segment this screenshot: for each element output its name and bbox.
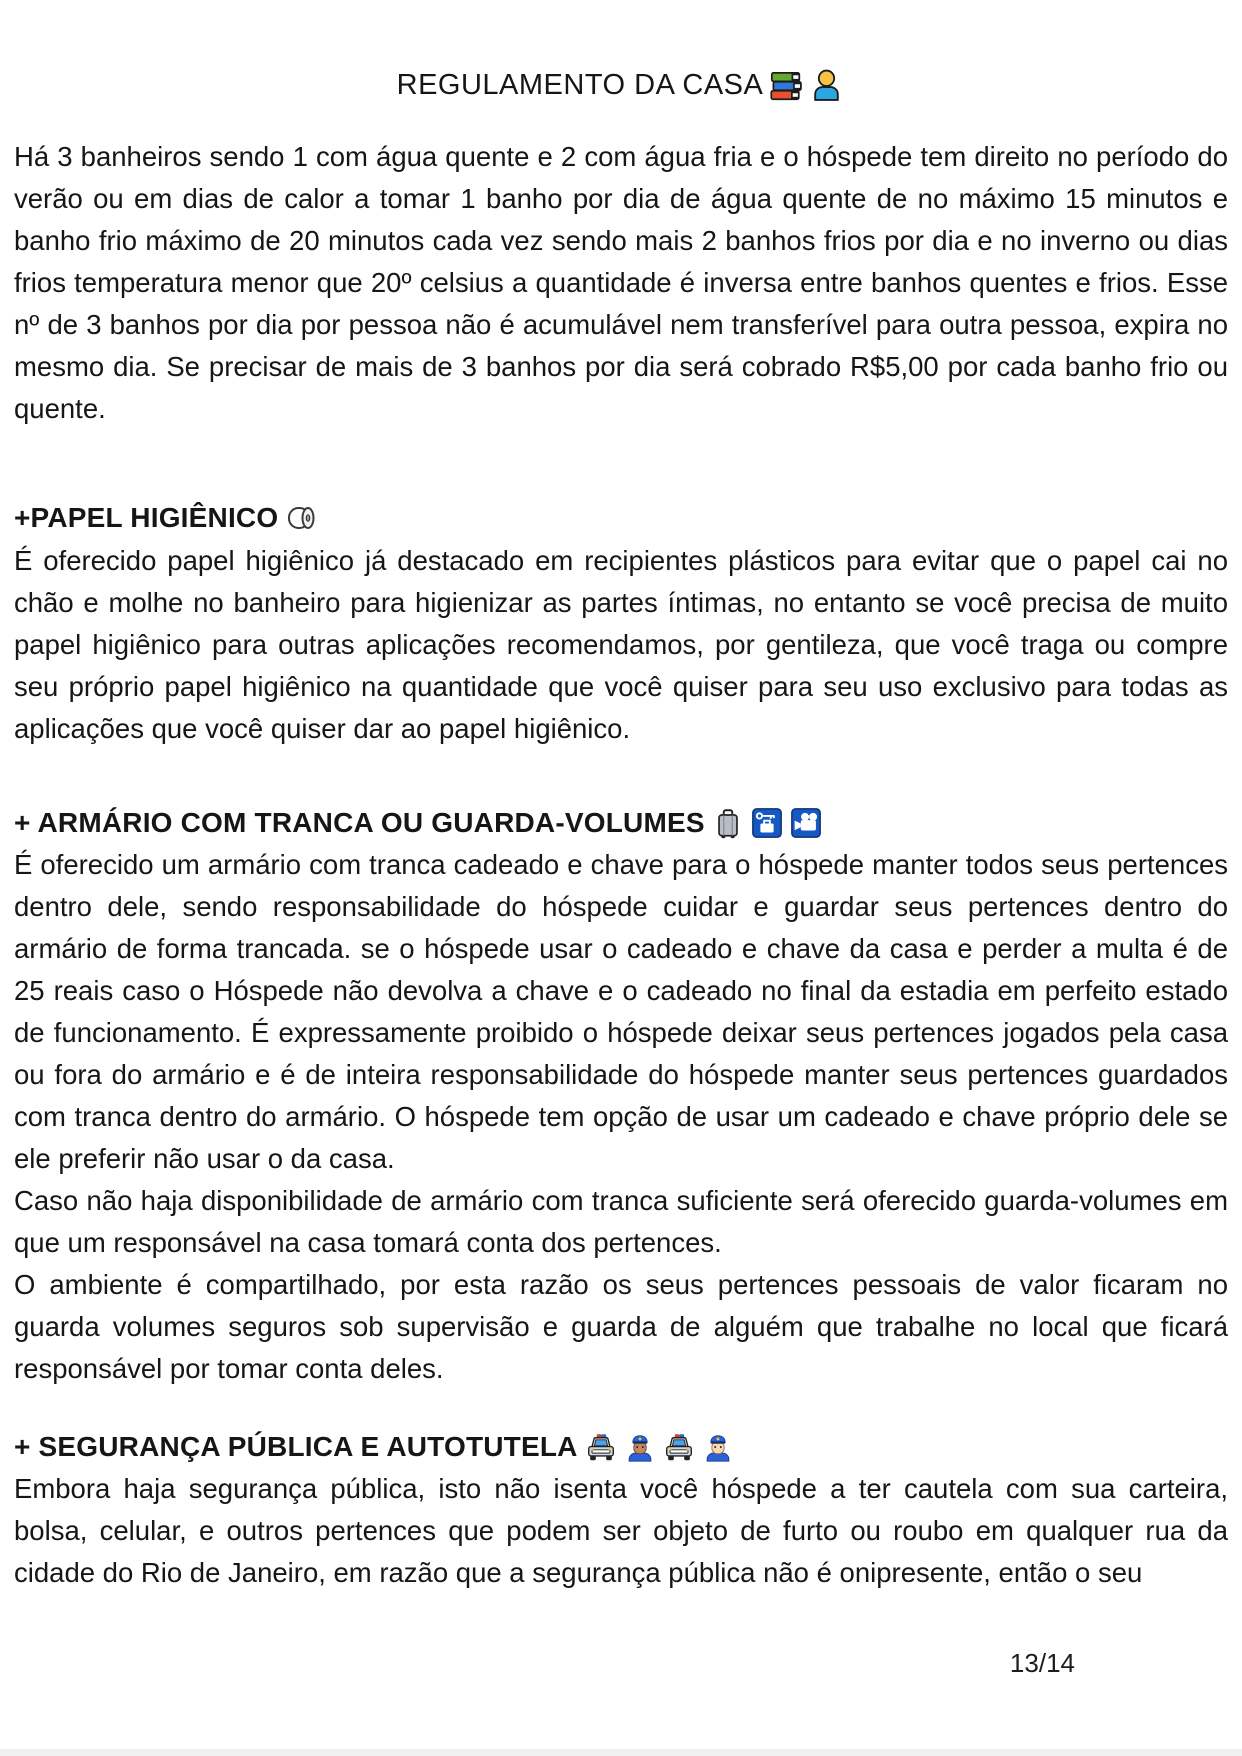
intro-paragraph: Há 3 banheiros sendo 1 com água quente e 2 com água fria e o hóspede tem direito no período do verão ou em dias de calor a tomar 1 banho por dia de água quente de no máximo 15 minutos e banho frio máximo de 20 minutos cada vez sendo mais 2 banhos frios por dia e no inverno ou dias frios temperatura menor que 20º celsius a quantidade é inversa entre banhos quentes e frios. Esse nº de 3 banhos por dia por pessoa não é acumulável nem transferível para outra pessoa, expira no mesmo dia. Se precisar de mais de 3 banhos por dia será cobrado R$5,00 por cada banho frio ou quente.	[14, 141, 1228, 424]
left-luggage-icon	[750, 806, 784, 840]
section-heading-icons	[711, 806, 823, 840]
police-car-icon	[584, 1430, 618, 1464]
police-car-icon	[662, 1430, 696, 1464]
page-bottom-edge	[0, 1749, 1242, 1756]
section-heading-text: + ARMÁRIO COM TRANCA OU GUARDA-VOLUMES	[14, 807, 705, 838]
section-paragraph: Caso não haja disponibilidade de armário com tranca suficiente será oferecido guarda-volumes em que um responsável na casa tomará conta dos pertences.	[14, 1185, 1228, 1258]
page-number: 13/14	[1009, 1648, 1075, 1678]
police-officer-icon	[701, 1430, 735, 1464]
section-heading-papel-higienico	[14, 500, 1228, 536]
toilet-paper-icon	[284, 500, 320, 536]
title-icons	[766, 66, 845, 104]
section-heading-seguranca	[14, 1430, 1228, 1464]
section-paragraph: É oferecido papel higiênico já destacado em recipientes plásticos para evitar que o papel cai no chão e molhe no banheiro para higienizar as partes íntimas, no entanto se você precisa de muito papel higiênico para outras aplicações recomendamos, por gentileza, que você traga ou compre seu próprio papel higiênico na quantidade que você quiser para seu uso exclusivo para todas as aplicações que você quiser dar ao papel higiênico.	[14, 545, 1228, 744]
section-heading-text: + SEGURANÇA PÚBLICA E AUTOTUTELA	[14, 1431, 578, 1462]
section-heading-icons	[584, 1430, 735, 1464]
luggage-icon	[711, 806, 745, 840]
section-heading-armario	[14, 806, 1228, 840]
person-icon	[808, 67, 845, 104]
books-icon	[766, 66, 804, 104]
section-paragraph: O ambiente é compartilhado, por esta razão os seus pertences pessoais de valor ficaram no guarda volumes seguros sob supervisão e guarda de alguém que trabalhe no local que ficará responsável por tomar conta deles.	[14, 1269, 1228, 1384]
section-paragraph: Embora haja segurança pública, isto não isenta você hóspede a ter cautela com sua carteira, bolsa, celular, e outros pertences que podem ser objeto de furto ou roubo em qualquer rua da cidade do Rio de Janeiro, em razão que a segurança pública não é onipresente, então o seu	[14, 1473, 1228, 1588]
page-title-text: REGULAMENTO DA CASA	[396, 68, 764, 101]
police-officer-icon	[623, 1430, 657, 1464]
section-heading-text: +PAPEL HIGIÊNICO	[14, 502, 279, 533]
section-paragraph: É oferecido um armário com tranca cadeado e chave para o hóspede manter todos seus pertences dentro dele, sendo responsabilidade do hóspede cuidar e guardar seus pertences dentro do armário de forma trancada. se o hóspede usar o cadeado e chave da casa e perder a multa é de 25 reais caso o Hóspede não devolva a chave e o cadeado no final da estadia em perfeito estado de funcionamento. É expressamente proibido o hóspede deixar seus pertences jogados pela casa ou fora do armário e é de inteira responsabilidade do hóspede manter seus pertences guardados com tranca dentro do armário. O hóspede tem opção de usar um cadeado e chave próprio dele se ele preferir não usar o da casa.	[14, 849, 1228, 1174]
section-heading-icons	[284, 500, 320, 536]
cinema-icon	[789, 806, 823, 840]
page-title	[0, 0, 1242, 104]
